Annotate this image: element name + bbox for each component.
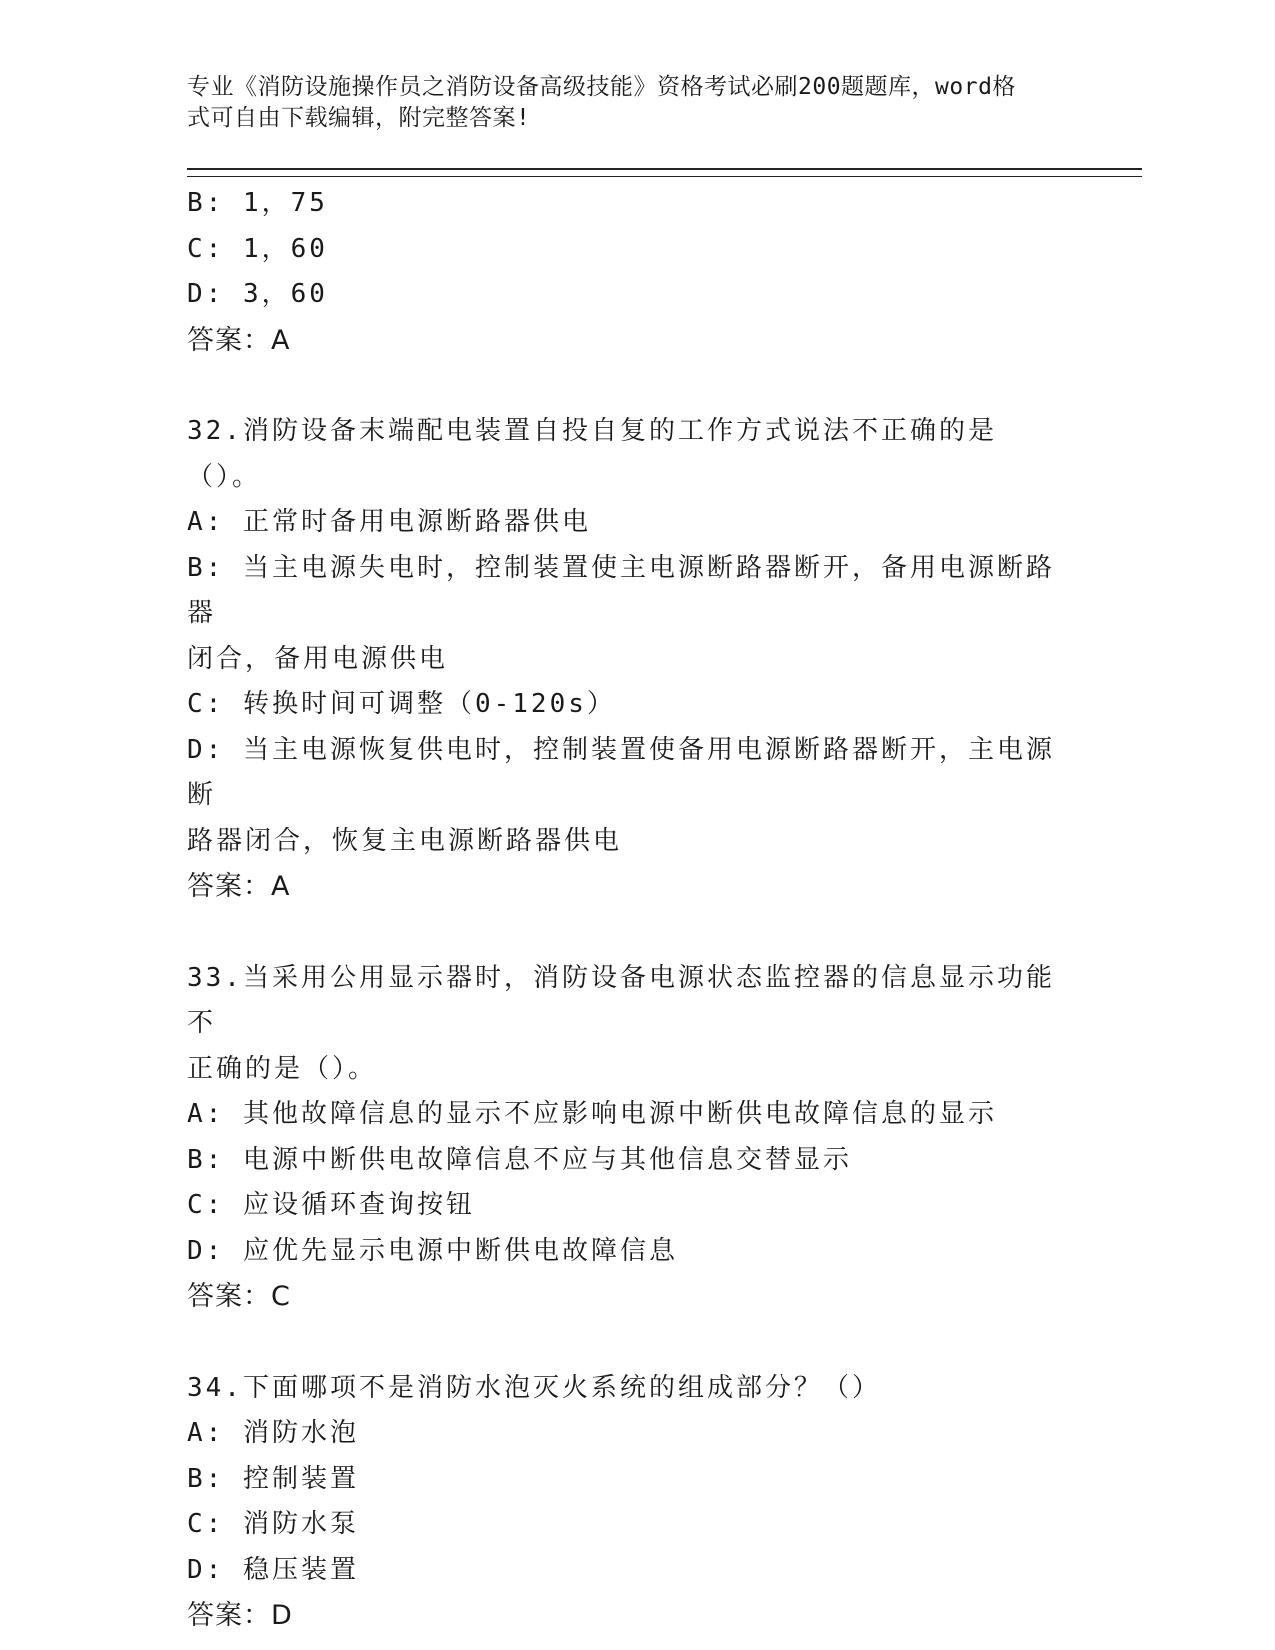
answer: 答案：A: [187, 324, 291, 356]
option-c: C: 1，60: [187, 233, 328, 264]
option-a: A: 正常时备用电源断路器供电: [187, 507, 591, 537]
option-d: D: 3，60: [187, 279, 328, 309]
answer: 答案：A: [187, 871, 291, 902]
question-31-continuation: [187, 181, 1067, 363]
option-c: C: 转换时间可调整（0-120s）: [187, 689, 616, 719]
question-stem-continued: 正确的是（）。: [187, 1053, 378, 1084]
option-d: D: 应优先显示电源中断供电故障信息: [187, 1235, 678, 1266]
option-c: C: 消防水泵: [187, 1509, 359, 1539]
document-header: [187, 72, 1142, 134]
option-a: A: 其他故障信息的显示不应影响电源中断供电故障信息的显示: [187, 1099, 997, 1129]
option-a: A: 消防水泡: [187, 1418, 359, 1448]
question-stem: 34.下面哪项不是消防水泡灭火系统的组成部分？（）: [187, 1372, 881, 1403]
option-b-continued: 闭合，备用电源供电: [187, 643, 449, 674]
question-34: [187, 1366, 1067, 1639]
document-page: [187, 72, 1142, 1639]
option-c: C: 应设循环查询按钮: [187, 1190, 475, 1220]
option-d-continued: 路器闭合，恢复主电源断路器供电: [187, 825, 623, 856]
option-b: B: 电源中断供电故障信息不应与其他信息交替显示: [187, 1144, 852, 1175]
header-divider: [187, 168, 1142, 177]
option-d: D: 稳压装置: [187, 1554, 359, 1585]
question-stem: 33.当采用公用显示器时，消防设备电源状态监控器的信息显示功能不: [187, 962, 1055, 1038]
header-line-1: 专业《消防设施操作员之消防设备高级技能》资格考试必刷200题题库，word格: [187, 74, 1016, 100]
option-b: B: 当主电源失电时，控制装置使主电源断路器断开，备用电源断路器: [187, 552, 1055, 628]
question-stem: 32.消防设备末端配电装置自投自复的工作方式说法不正确的是（）。: [187, 416, 997, 492]
document-content: [187, 181, 1067, 1639]
option-b: B: 控制装置: [187, 1463, 359, 1494]
question-33: [187, 956, 1067, 1320]
header-line-2: 式可自由下载编辑，附完整答案!: [187, 105, 531, 131]
option-d: D: 当主电源恢复供电时，控制装置使备用电源断路器断开，主电源断: [187, 734, 1055, 810]
option-b: B: 1，75: [187, 188, 328, 218]
answer: 答案：D: [187, 1600, 293, 1631]
answer: 答案：C: [187, 1281, 291, 1312]
question-32: [187, 409, 1067, 910]
